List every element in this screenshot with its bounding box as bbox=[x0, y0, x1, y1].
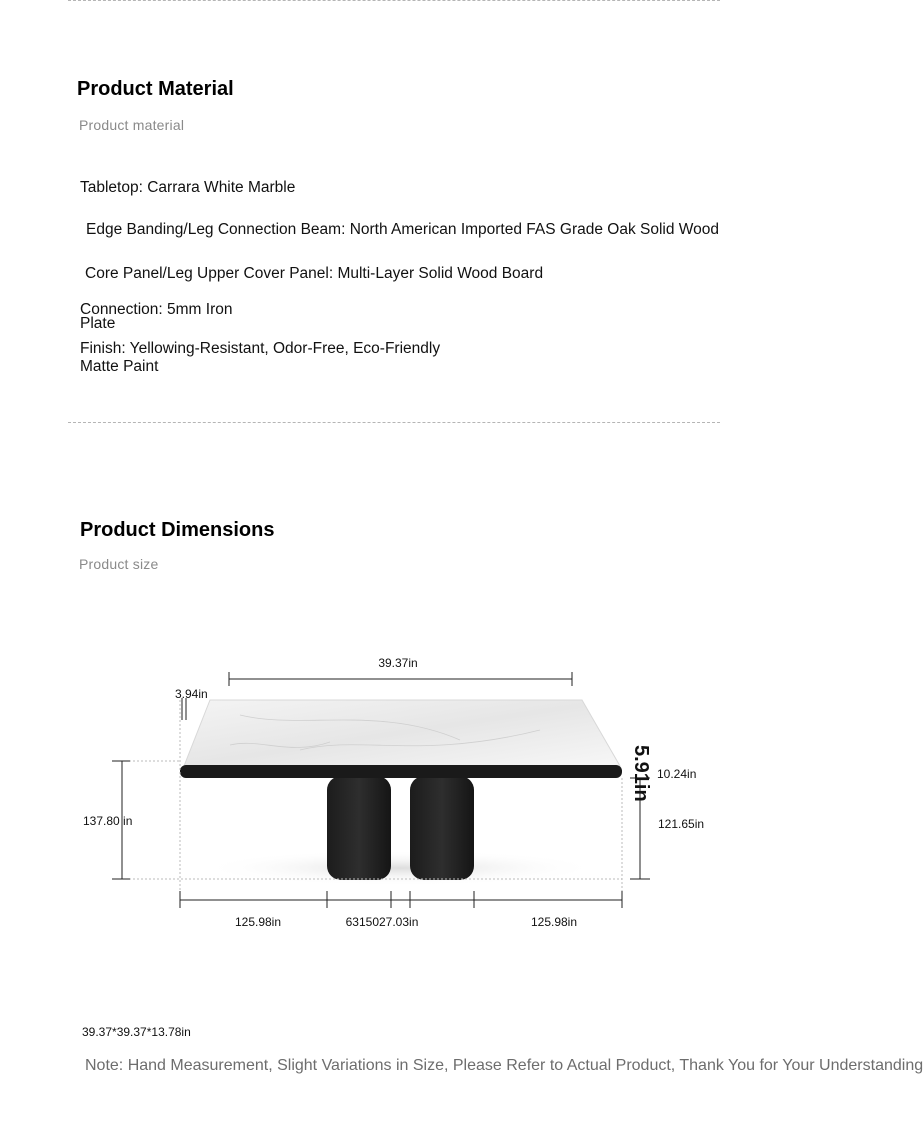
spec-finish-cont: Matte Paint bbox=[80, 358, 159, 375]
dim-bottom-mid: 6315027.03in bbox=[345, 915, 419, 929]
dimensions-heading: Product Dimensions bbox=[80, 519, 275, 541]
dim-width-top: 39.37in bbox=[378, 656, 418, 670]
dim-bottom-right: 125.98in bbox=[530, 915, 578, 929]
dim-top-thickness: 3.94in bbox=[175, 687, 208, 701]
dimensions-subheading: Product size bbox=[79, 556, 159, 572]
spec-tabletop: Tabletop: Carrara White Marble bbox=[80, 179, 296, 196]
spec-edge-banding: Edge Banding/Leg Connection Beam: North American Imported FAS Grade Oak Solid Wood bbox=[86, 221, 719, 238]
overall-size: 39.37*39.37*13.78in bbox=[82, 1025, 191, 1039]
spec-connection-cont: Plate bbox=[80, 315, 116, 332]
dim-height-left: 137.80 in bbox=[83, 814, 133, 828]
measurement-note: Note: Hand Measurement, Slight Variations in Size, Please Refer to Actual Product, Thank You for Your Understanding bbox=[85, 1057, 923, 1074]
material-heading: Product Material bbox=[77, 78, 234, 100]
tabletop-edge bbox=[180, 765, 622, 778]
spec-connection: Connection: 5mm Iron bbox=[80, 301, 233, 318]
spec-finish: Finish: Yellowing-Resistant, Odor-Free, Eco-Friendly bbox=[80, 340, 441, 357]
material-subheading: Product material bbox=[79, 117, 185, 133]
table-leg-left bbox=[327, 776, 391, 880]
dim-edge: 10.24in bbox=[657, 767, 697, 781]
dim-rotated-height: 5.91in bbox=[630, 745, 652, 802]
tabletop-marble bbox=[184, 700, 620, 766]
dim-height-right: 121.65in bbox=[658, 817, 705, 831]
dim-bottom-left: 125.98in bbox=[234, 915, 282, 929]
floor-shadow bbox=[200, 850, 600, 886]
spec-core-panel: Core Panel/Leg Upper Cover Panel: Multi-Layer Solid Wood Board bbox=[85, 265, 544, 282]
table-leg-right bbox=[410, 776, 474, 880]
